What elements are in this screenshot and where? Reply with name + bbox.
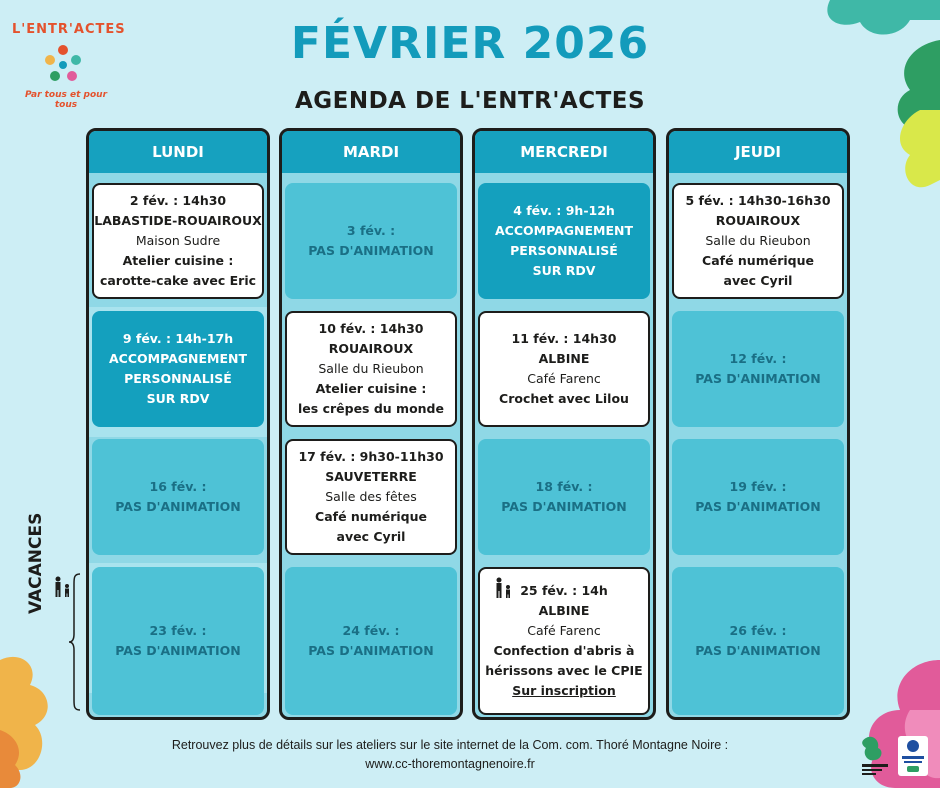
day-column-jeudi [666,128,850,720]
event-line: hérissons avec le CPIE [485,663,643,678]
thore-logo-icon [858,734,892,778]
event-line: 2 fév. : 14h30 [129,193,227,208]
partner-logo-caf [896,734,930,778]
event-line: ALBINE [538,603,590,618]
event-card [92,439,264,555]
event-line: Salle du Rieubon [318,361,424,376]
event-line: Salle des fêtes [325,489,417,504]
event-line: PAS D'ANIMATION [308,643,434,658]
event-line: ACCOMPAGNEMENT [108,351,247,366]
footer-text: Retrouvez plus de détails sur les ateliers sur le site internet de la Com. com. Thoré Montagne Noire : [171,738,729,752]
event-line: Café Farenc [527,371,601,386]
event-card[interactable] [92,311,264,427]
day-header: MERCREDI [475,131,653,173]
logo-name: L'ENTR'ACTES [12,22,126,37]
event-line: PAS D'ANIMATION [695,499,821,514]
event-line: SUR RDV [146,391,210,406]
event-line: PAS D'ANIMATION [115,643,241,658]
event-line: Crochet avec Lilou [499,391,629,406]
vacances-text: VACANCES [26,512,46,614]
event-card [285,567,457,715]
event-line: PERSONNALISÉ [510,243,618,258]
event-line: 19 fév. : [729,479,787,494]
day-column-mardi [279,128,463,720]
event-line: ALBINE [538,351,590,366]
event-line: les crêpes du monde [298,401,444,416]
page-title: FÉVRIER 2026 [290,18,650,69]
caf-logo-icon [896,734,930,778]
event-card [672,439,844,555]
vacances-label [20,494,52,614]
event-line: 24 fév. : [342,623,400,638]
event-line: 4 fév. : 9h-12h [513,203,615,218]
page-subtitle: AGENDA DE L'ENTR'ACTES [294,88,646,114]
event-line: 17 fév. : 9h30-11h30 [298,449,444,464]
event-line: ROUAIROUX [715,213,801,228]
event-line: Atelier cuisine : [315,381,427,396]
event-line: 16 fév. : [149,479,207,494]
event-line: Sur inscription [512,683,616,698]
event-line: 11 fév. : 14h30 [511,331,617,346]
event-card[interactable] [478,183,650,299]
event-card[interactable] [285,439,457,555]
event-card [672,567,844,715]
event-line: 10 fév. : 14h30 [318,321,424,336]
partner-logo-thore [858,734,892,778]
event-line: carotte-cake avec Eric [99,273,257,288]
event-line: PAS D'ANIMATION [695,371,821,386]
event-line: PAS D'ANIMATION [115,499,241,514]
event-line: PERSONNALISÉ [124,371,232,386]
vacances-brace [68,572,82,712]
event-line: Atelier cuisine : [122,253,234,268]
event-line: 5 fév. : 14h30-16h30 [685,193,831,208]
event-line: 3 fév. : [346,223,396,238]
event-card[interactable] [285,311,457,427]
event-line: avec Cyril [723,273,793,288]
day-column-lundi [86,128,270,720]
event-card[interactable] [92,183,264,299]
event-line: Salle du Rieubon [705,233,811,248]
event-card [672,311,844,427]
event-line: Café numérique [315,509,427,524]
event-line: Confection d'abris à [493,643,635,658]
event-line: 12 fév. : [729,351,787,366]
event-line: ACCOMPAGNEMENT [494,223,633,238]
event-card [92,567,264,715]
event-line: PAS D'ANIMATION [695,643,821,658]
event-line: LABASTIDE-ROUAIROUX [94,213,262,228]
event-line: Café numérique [702,253,814,268]
event-line: avec Cyril [336,529,406,544]
day-column-mercredi [472,128,656,720]
event-line: Maison Sudre [135,233,221,248]
event-line: 18 fév. : [535,479,593,494]
event-line: 26 fév. : [729,623,787,638]
event-line: SAUVETERRE [325,469,417,484]
event-line: PAS D'ANIMATION [308,243,434,258]
family-icon [493,577,515,599]
event-card[interactable] [478,311,650,427]
footer [100,736,800,774]
logo-tagline: Par tous et pour tous [24,90,108,110]
event-card [478,439,650,555]
event-line: PAS D'ANIMATION [501,499,627,514]
decor-bottom-left [0,640,70,788]
event-card [285,183,457,299]
day-header: MARDI [282,131,460,173]
event-line: Café Farenc [527,623,601,638]
day-header: JEUDI [669,131,847,173]
day-header: LUNDI [89,131,267,173]
event-line: 23 fév. : [149,623,207,638]
footer-link[interactable]: www.cc-thoremontagnenoire.fr [365,757,535,771]
event-line: SUR RDV [532,263,596,278]
event-line: ROUAIROUX [328,341,414,356]
event-card[interactable] [672,183,844,299]
event-line: 25 fév. : 14h [520,583,608,598]
event-line: 9 fév. : 14h-17h [122,331,234,346]
